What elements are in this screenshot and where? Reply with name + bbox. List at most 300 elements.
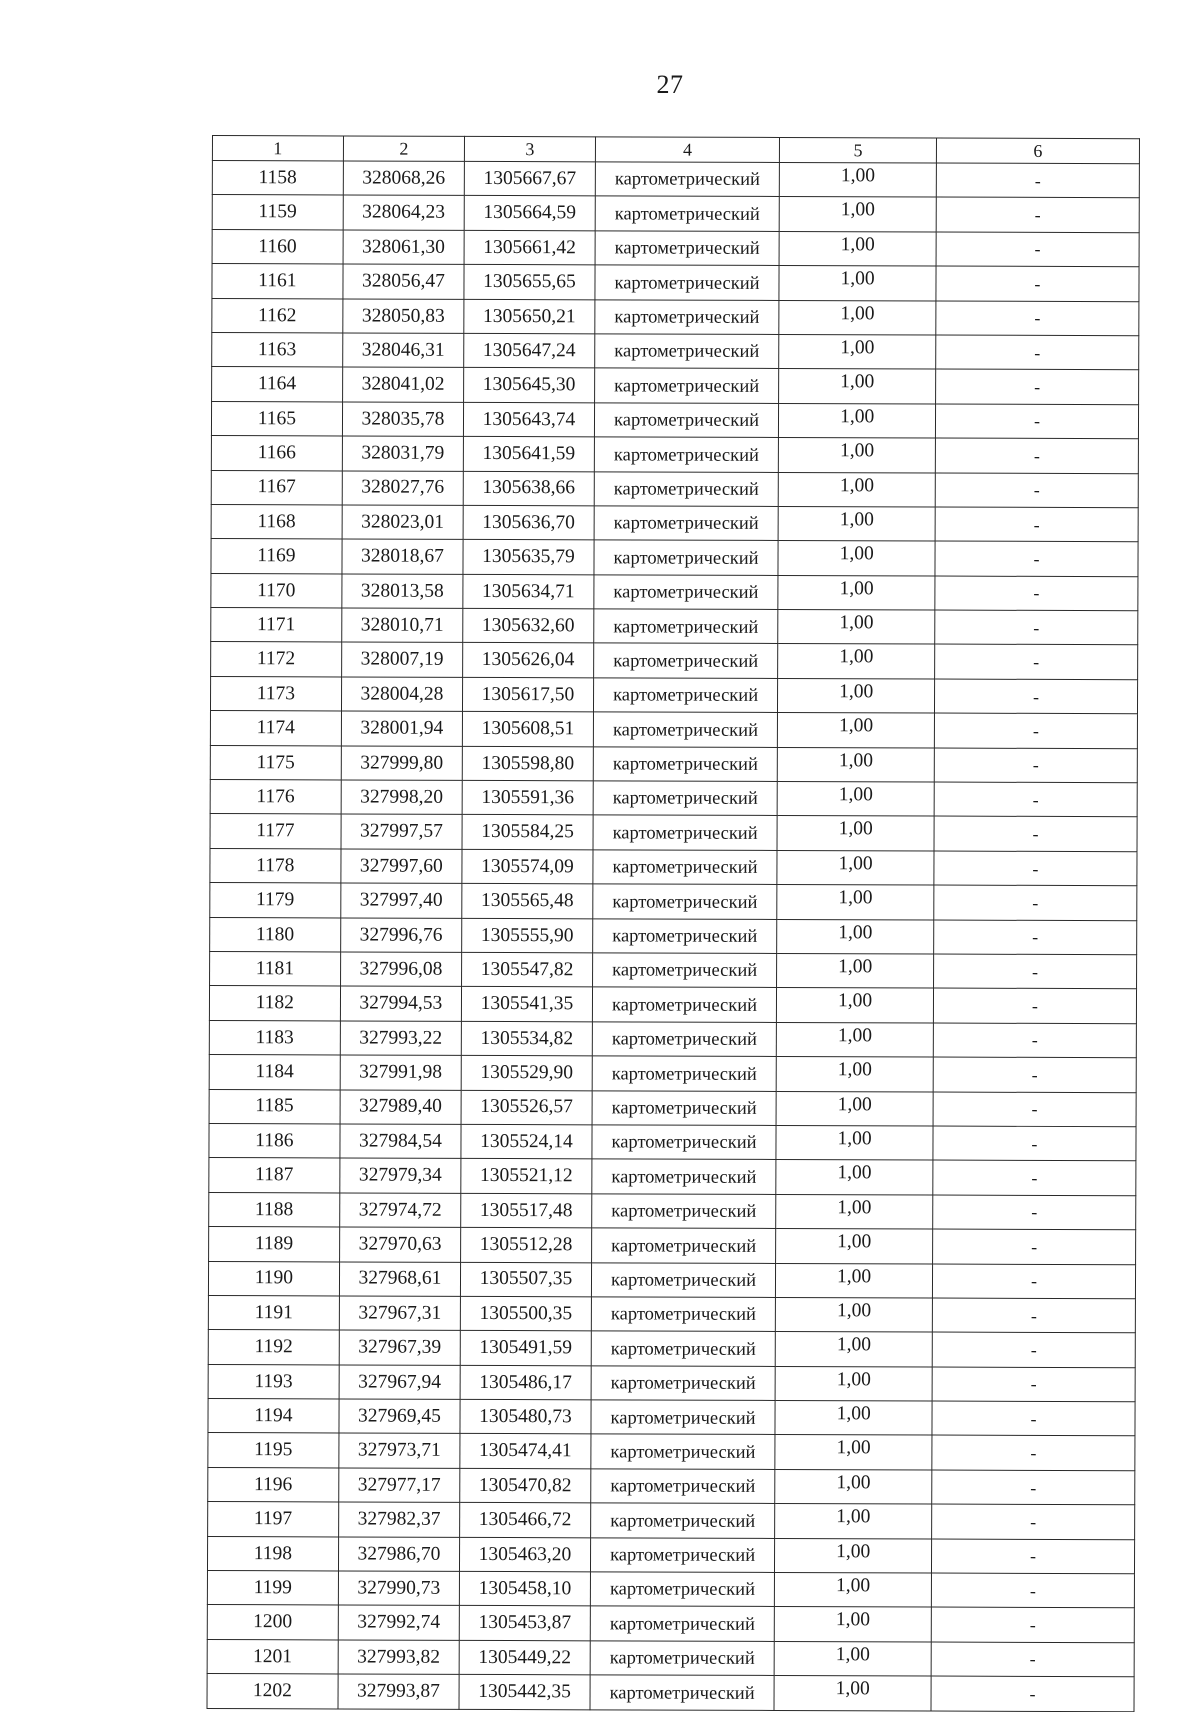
table-row (208, 1467, 1135, 1505)
note-cell: - (932, 1264, 1135, 1299)
accuracy-cell: 1,00 (778, 575, 935, 610)
y-coordinate-cell: 1305521,12 (461, 1159, 592, 1194)
accuracy-cell: 1,00 (777, 816, 934, 851)
note-cell: - (935, 644, 1138, 679)
x-coordinate-cell: 327986,70 (338, 1537, 460, 1572)
table-row (207, 1674, 1134, 1712)
x-coordinate-cell: 327993,22 (340, 1021, 462, 1056)
table-row (209, 1158, 1136, 1196)
point-number-cell: 1183 (209, 1020, 340, 1055)
accuracy-cell: 1,00 (777, 919, 934, 954)
point-number-cell: 1201 (207, 1639, 338, 1674)
page-number: 27 (656, 70, 684, 99)
accuracy-cell: 1,00 (778, 747, 935, 782)
accuracy-cell: 1,00 (778, 610, 935, 645)
y-coordinate-cell: 1305655,65 (464, 265, 595, 300)
method-cell: картометрический (594, 403, 779, 438)
y-coordinate-cell: 1305661,42 (464, 230, 595, 265)
point-number-cell: 1191 (208, 1295, 339, 1330)
point-number-cell: 1186 (209, 1123, 340, 1158)
x-coordinate-cell: 327997,57 (341, 814, 463, 849)
table-row (210, 951, 1137, 989)
accuracy-cell: 1,00 (775, 1366, 932, 1401)
point-number-cell: 1198 (207, 1536, 338, 1571)
accuracy-cell: 1,00 (779, 369, 936, 404)
note-cell: - (933, 1126, 1136, 1161)
y-coordinate-cell: 1305541,35 (462, 987, 593, 1022)
table-row (207, 1605, 1134, 1643)
note-cell: - (935, 541, 1138, 576)
note-cell: - (936, 163, 1139, 198)
method-cell: картометрический (594, 609, 779, 644)
note-cell: - (933, 988, 1136, 1023)
accuracy-cell: 1,00 (777, 1022, 934, 1057)
table-row (211, 608, 1138, 646)
point-number-cell: 1172 (211, 642, 342, 677)
x-coordinate-cell: 327997,40 (340, 883, 462, 918)
method-cell: картометрический (592, 1194, 777, 1229)
note-cell: - (931, 1573, 1134, 1608)
point-number-cell: 1160 (212, 229, 343, 264)
method-cell: картометрический (594, 471, 779, 506)
table-row (212, 195, 1139, 233)
method-cell: картометрический (590, 1641, 775, 1676)
note-cell: - (931, 1539, 1134, 1574)
method-cell: картометрический (595, 196, 780, 231)
method-cell: картометрический (590, 1503, 775, 1538)
method-cell: картометрический (591, 1400, 776, 1435)
accuracy-cell: 1,00 (776, 1057, 933, 1092)
table-row (210, 917, 1137, 955)
point-number-cell: 1202 (207, 1674, 338, 1709)
table-header-row (212, 136, 1139, 164)
note-cell: - (933, 1057, 1136, 1092)
y-coordinate-cell: 1305664,59 (464, 196, 595, 231)
x-coordinate-cell: 327967,94 (339, 1365, 461, 1400)
table-row (210, 676, 1137, 714)
accuracy-cell: 1,00 (779, 231, 936, 266)
y-coordinate-cell: 1305512,28 (461, 1227, 592, 1262)
y-coordinate-cell: 1305638,66 (463, 471, 594, 506)
x-coordinate-cell: 327969,45 (339, 1399, 461, 1434)
point-number-cell: 1195 (208, 1433, 339, 1468)
accuracy-cell: 1,00 (775, 1607, 932, 1642)
method-cell: картометрический (593, 815, 778, 850)
y-coordinate-cell: 1305529,90 (461, 1056, 592, 1091)
method-cell: картометрический (593, 678, 778, 713)
note-cell: - (931, 1642, 1134, 1677)
x-coordinate-cell: 328027,76 (342, 470, 464, 505)
point-number-cell: 1180 (210, 917, 341, 952)
table-row (211, 573, 1138, 611)
x-coordinate-cell: 328046,31 (342, 333, 464, 368)
method-cell: картометрический (595, 334, 780, 369)
table-row (210, 711, 1137, 749)
x-coordinate-cell: 328023,01 (342, 505, 464, 540)
accuracy-cell: 1,00 (776, 1332, 933, 1367)
point-number-cell: 1162 (212, 298, 343, 333)
method-cell: картометрический (590, 1606, 775, 1641)
table-row (208, 1330, 1135, 1368)
table-row (211, 401, 1138, 439)
method-cell: картометрический (591, 1262, 776, 1297)
accuracy-cell: 1,00 (780, 162, 937, 197)
accuracy-cell: 1,00 (776, 1297, 933, 1332)
point-number-cell: 1175 (210, 745, 341, 780)
point-number-cell: 1194 (208, 1399, 339, 1434)
table-row (208, 1433, 1135, 1471)
point-number-cell: 1171 (211, 608, 342, 643)
accuracy-cell: 1,00 (777, 885, 934, 920)
coordinates-table-container (207, 135, 1140, 1712)
method-cell: картометрический (594, 506, 779, 541)
method-cell: картометрический (591, 1366, 776, 1401)
note-cell: - (932, 1470, 1135, 1505)
note-cell: - (932, 1332, 1135, 1367)
note-cell: - (936, 266, 1139, 301)
point-number-cell: 1189 (209, 1227, 340, 1262)
note-cell: - (936, 232, 1139, 267)
point-number-cell: 1184 (209, 1055, 340, 1090)
method-cell: картометрический (593, 884, 778, 919)
x-coordinate-cell: 327982,37 (338, 1502, 460, 1537)
note-cell: - (933, 1092, 1136, 1127)
y-coordinate-cell: 1305626,04 (463, 643, 594, 678)
point-number-cell: 1165 (211, 401, 342, 436)
point-number-cell: 1199 (207, 1571, 338, 1606)
note-cell: - (931, 1607, 1134, 1642)
y-coordinate-cell: 1305650,21 (464, 299, 595, 334)
x-coordinate-cell: 328013,58 (342, 574, 464, 609)
accuracy-cell: 1,00 (779, 300, 936, 335)
note-cell: - (933, 1023, 1136, 1058)
accuracy-cell: 1,00 (775, 1538, 932, 1573)
y-coordinate-cell: 1305449,22 (459, 1640, 590, 1675)
point-number-cell: 1176 (210, 780, 341, 815)
note-cell: - (932, 1367, 1135, 1402)
note-cell: - (936, 197, 1139, 232)
x-coordinate-cell: 328010,71 (341, 608, 463, 643)
note-cell: - (932, 1435, 1135, 1470)
method-cell: картометрический (592, 1125, 777, 1160)
table-row (208, 1295, 1135, 1333)
x-coordinate-cell: 328007,19 (341, 642, 463, 677)
y-coordinate-cell: 1305470,82 (460, 1468, 591, 1503)
y-coordinate-cell: 1305647,24 (464, 333, 595, 368)
method-cell: картометрический (594, 437, 779, 472)
accuracy-cell: 1,00 (778, 506, 935, 541)
point-number-cell: 1197 (208, 1502, 339, 1537)
column-header: 6 (936, 138, 1139, 164)
x-coordinate-cell: 328056,47 (343, 264, 465, 299)
note-cell: - (934, 851, 1137, 886)
point-number-cell: 1169 (211, 539, 342, 574)
point-number-cell: 1179 (210, 883, 341, 918)
x-coordinate-cell: 327996,08 (340, 952, 462, 987)
x-coordinate-cell: 328031,79 (342, 436, 464, 471)
table-row (208, 1399, 1135, 1437)
accuracy-cell: 1,00 (777, 953, 934, 988)
note-cell: - (935, 473, 1138, 508)
point-number-cell: 1164 (212, 367, 343, 402)
x-coordinate-cell: 327991,98 (340, 1055, 462, 1090)
point-number-cell: 1163 (212, 332, 343, 367)
x-coordinate-cell: 327996,76 (340, 918, 462, 953)
accuracy-cell: 1,00 (777, 850, 934, 885)
x-coordinate-cell: 327977,17 (338, 1468, 460, 1503)
x-coordinate-cell: 327994,53 (340, 986, 462, 1021)
y-coordinate-cell: 1305632,60 (463, 608, 594, 643)
note-cell: - (932, 1401, 1135, 1436)
accuracy-cell: 1,00 (779, 403, 936, 438)
method-cell: картометрический (590, 1572, 775, 1607)
point-number-cell: 1187 (209, 1158, 340, 1193)
y-coordinate-cell: 1305598,80 (462, 746, 593, 781)
table-row (209, 986, 1136, 1024)
method-cell: картометрический (591, 1228, 776, 1263)
point-number-cell: 1181 (210, 951, 341, 986)
note-cell: - (933, 1195, 1136, 1230)
point-number-cell: 1161 (212, 264, 343, 299)
x-coordinate-cell: 328041,02 (342, 367, 464, 402)
point-number-cell: 1174 (210, 711, 341, 746)
point-number-cell: 1192 (208, 1330, 339, 1365)
y-coordinate-cell: 1305574,09 (462, 849, 593, 884)
y-coordinate-cell: 1305634,71 (463, 574, 594, 609)
accuracy-cell: 1,00 (777, 782, 934, 817)
y-coordinate-cell: 1305480,73 (460, 1399, 591, 1434)
table-row (212, 264, 1139, 302)
table-row (209, 1123, 1136, 1161)
accuracy-cell: 1,00 (775, 1435, 932, 1470)
y-coordinate-cell: 1305474,41 (460, 1434, 591, 1469)
x-coordinate-cell: 328035,78 (342, 402, 464, 437)
method-cell: картометрический (592, 987, 777, 1022)
note-cell: - (934, 713, 1137, 748)
method-cell: картометрический (593, 746, 778, 781)
accuracy-cell: 1,00 (779, 197, 936, 232)
note-cell: - (934, 920, 1137, 955)
table-row (212, 332, 1139, 370)
point-number-cell: 1158 (212, 161, 343, 196)
table-row (209, 1020, 1136, 1058)
note-cell: - (933, 954, 1136, 989)
note-cell: - (933, 1160, 1136, 1195)
point-number-cell: 1177 (210, 814, 341, 849)
method-cell: картометрический (592, 1090, 777, 1125)
table-row (211, 436, 1138, 474)
method-cell: картометрический (590, 1537, 775, 1572)
accuracy-cell: 1,00 (778, 713, 935, 748)
y-coordinate-cell: 1305466,72 (460, 1503, 591, 1538)
point-number-cell: 1170 (211, 573, 342, 608)
method-cell: картометрический (593, 712, 778, 747)
x-coordinate-cell: 327990,73 (338, 1571, 460, 1606)
x-coordinate-cell: 327979,34 (340, 1158, 462, 1193)
x-coordinate-cell: 328061,30 (343, 230, 465, 265)
x-coordinate-cell: 327970,63 (339, 1227, 461, 1262)
table-row (208, 1364, 1135, 1402)
y-coordinate-cell: 1305641,59 (463, 437, 594, 472)
method-cell: картометрический (591, 1434, 776, 1469)
note-cell: - (935, 438, 1138, 473)
y-coordinate-cell: 1305555,90 (462, 918, 593, 953)
note-cell: - (936, 301, 1139, 336)
accuracy-cell: 1,00 (774, 1676, 931, 1711)
table-row (211, 539, 1138, 577)
method-cell: картометрический (593, 781, 778, 816)
y-coordinate-cell: 1305591,36 (462, 780, 593, 815)
y-coordinate-cell: 1305667,67 (464, 161, 595, 196)
y-coordinate-cell: 1305636,70 (463, 505, 594, 540)
x-coordinate-cell: 328001,94 (341, 711, 463, 746)
point-number-cell: 1168 (211, 504, 342, 539)
point-number-cell: 1185 (209, 1089, 340, 1124)
point-number-cell: 1193 (208, 1364, 339, 1399)
note-cell: - (935, 507, 1138, 542)
accuracy-cell: 1,00 (779, 472, 936, 507)
x-coordinate-cell: 328050,83 (343, 299, 465, 334)
method-cell: картометрический (592, 1159, 777, 1194)
note-cell: - (932, 1504, 1135, 1539)
y-coordinate-cell: 1305517,48 (461, 1193, 592, 1228)
note-cell: - (936, 369, 1139, 404)
method-cell: картометрический (592, 1056, 777, 1091)
table-row (210, 814, 1137, 852)
x-coordinate-cell: 328068,26 (343, 161, 465, 196)
x-coordinate-cell: 327993,82 (338, 1640, 460, 1675)
y-coordinate-cell: 1305453,87 (459, 1606, 590, 1641)
y-coordinate-cell: 1305643,74 (464, 402, 595, 437)
column-header: 3 (465, 136, 596, 161)
method-cell: картометрический (591, 1297, 776, 1332)
note-cell: - (934, 885, 1137, 920)
y-coordinate-cell: 1305534,82 (461, 1021, 592, 1056)
note-cell: - (936, 335, 1139, 370)
note-cell: - (932, 1298, 1135, 1333)
y-coordinate-cell: 1305491,59 (460, 1331, 591, 1366)
note-cell: - (934, 816, 1137, 851)
table-row (212, 298, 1139, 336)
accuracy-cell: 1,00 (776, 1091, 933, 1126)
accuracy-cell: 1,00 (774, 1641, 931, 1676)
coordinates-table (207, 135, 1140, 1712)
table-row (208, 1261, 1135, 1299)
table-row (212, 161, 1139, 199)
table-row (209, 1192, 1136, 1230)
x-coordinate-cell: 328064,23 (343, 195, 465, 230)
y-coordinate-cell: 1305463,20 (460, 1537, 591, 1572)
accuracy-cell: 1,00 (776, 1160, 933, 1195)
x-coordinate-cell: 327968,61 (339, 1261, 461, 1296)
y-coordinate-cell: 1305507,35 (461, 1262, 592, 1297)
column-header: 2 (343, 136, 465, 161)
method-cell: картометрический (591, 1331, 776, 1366)
table-row (210, 883, 1137, 921)
x-coordinate-cell: 327992,74 (338, 1605, 460, 1640)
table-row (210, 848, 1137, 886)
table-row (209, 1089, 1136, 1127)
accuracy-cell: 1,00 (776, 1125, 933, 1160)
point-number-cell: 1173 (210, 676, 341, 711)
y-coordinate-cell: 1305617,50 (463, 677, 594, 712)
note-cell: - (931, 1676, 1134, 1711)
point-number-cell: 1190 (208, 1261, 339, 1296)
table-row (207, 1536, 1134, 1574)
point-number-cell: 1196 (208, 1467, 339, 1502)
x-coordinate-cell: 327999,80 (341, 746, 463, 781)
method-cell: картометрический (592, 1022, 777, 1057)
column-header: 1 (212, 136, 343, 161)
method-cell: картометрический (592, 953, 777, 988)
point-number-cell: 1182 (209, 986, 340, 1021)
method-cell: картометрический (592, 918, 777, 953)
table-row (210, 745, 1137, 783)
x-coordinate-cell: 327997,60 (341, 849, 463, 884)
y-coordinate-cell: 1305547,82 (462, 952, 593, 987)
note-cell: - (935, 404, 1138, 439)
table-row (209, 1055, 1136, 1093)
y-coordinate-cell: 1305565,48 (462, 884, 593, 919)
x-coordinate-cell: 327989,40 (340, 1089, 462, 1124)
accuracy-cell: 1,00 (779, 266, 936, 301)
point-number-cell: 1200 (207, 1605, 338, 1640)
table-row (211, 504, 1138, 542)
y-coordinate-cell: 1305500,35 (460, 1296, 591, 1331)
y-coordinate-cell: 1305486,17 (460, 1365, 591, 1400)
point-number-cell: 1178 (210, 848, 341, 883)
table-row (207, 1571, 1134, 1609)
x-coordinate-cell: 327967,39 (339, 1330, 461, 1365)
accuracy-cell: 1,00 (778, 541, 935, 576)
note-cell: - (935, 576, 1138, 611)
table-row (210, 780, 1137, 818)
note-cell: - (933, 1229, 1136, 1264)
x-coordinate-cell: 327973,71 (339, 1433, 461, 1468)
x-coordinate-cell: 328018,67 (342, 539, 464, 574)
method-cell: картометрический (591, 1469, 776, 1504)
accuracy-cell: 1,00 (775, 1504, 932, 1539)
y-coordinate-cell: 1305608,51 (462, 712, 593, 747)
accuracy-cell: 1,00 (778, 678, 935, 713)
point-number-cell: 1167 (211, 470, 342, 505)
method-cell: картометрический (594, 575, 779, 610)
x-coordinate-cell: 327993,87 (338, 1674, 460, 1709)
table-row (212, 229, 1139, 267)
column-header: 5 (780, 137, 937, 163)
table-row (207, 1639, 1134, 1677)
method-cell: картометрический (590, 1675, 775, 1710)
method-cell: картометрический (593, 850, 778, 885)
y-coordinate-cell: 1305458,10 (459, 1571, 590, 1606)
table-row (209, 1227, 1136, 1265)
point-number-cell: 1159 (212, 195, 343, 230)
x-coordinate-cell: 327967,31 (339, 1296, 461, 1331)
method-cell: картометрический (595, 265, 780, 300)
method-cell: картометрический (595, 231, 780, 266)
y-coordinate-cell: 1305584,25 (462, 815, 593, 850)
note-cell: - (934, 679, 1137, 714)
method-cell: картометрический (594, 368, 779, 403)
point-number-cell: 1188 (209, 1192, 340, 1227)
table-body (207, 161, 1139, 1712)
y-coordinate-cell: 1305524,14 (461, 1124, 592, 1159)
method-cell: картометрический (595, 162, 780, 197)
accuracy-cell: 1,00 (776, 1229, 933, 1264)
note-cell: - (935, 610, 1138, 645)
x-coordinate-cell: 327974,72 (339, 1193, 461, 1228)
accuracy-cell: 1,00 (775, 1401, 932, 1436)
